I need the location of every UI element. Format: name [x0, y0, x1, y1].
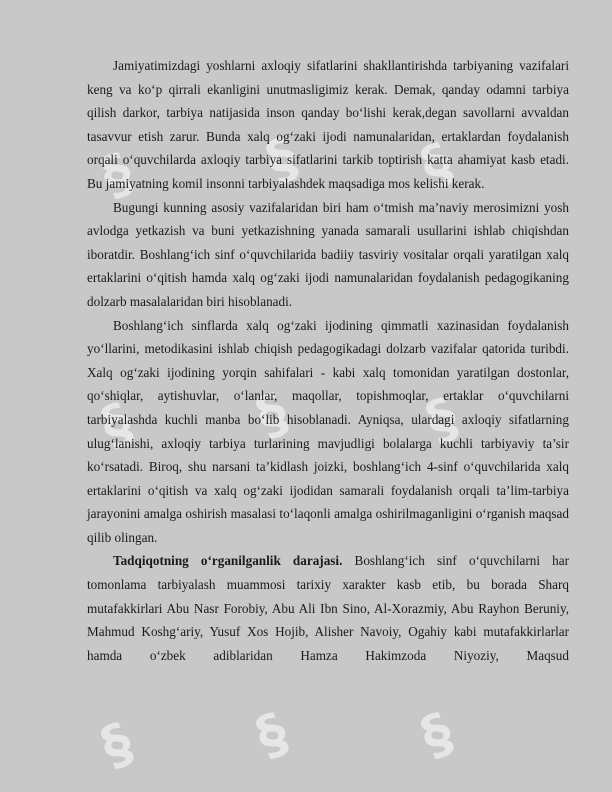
- paragraph-4-text: Boshlang‘ich sinf o‘quvchilarni har tomonlama tarbiyalash muammosi tarixiy xarakter kasb etib, bu borada Sharq mutafakkirlari Abu Nasr Forobiy, Abu Ali Ibn Sino, Al-Xorazmiy, Abu Rayhon Beruniy, Mahmud Koshg‘ariy, Yusuf Xos Hojib, Alisher Navoiy, Ogahiy kabi mutafakkirlarlar hamda o‘zbek adiblaridan Hamza Hakimzoda Niyoziy, Maqsud: [87, 553, 569, 663]
- watermark-icon: §: [412, 700, 462, 769]
- paragraph-2: Bugungi kunning asosiy vazifalaridan biri ham o‘tmish ma’naviy merosimizni yosh avlodga yetkazish va buni yetkazishning yanada samarali usullarini ishlab chiqishdan iboratdir. Boshlang‘ich sinf o‘quvchilarida badiiy tasviriy vositalar orqali yaratilgan xalq ertaklarini o‘qitish hamda xalq og‘zaki ijodi namunalaridan foydalanish pedagogikaning dolzarb masalalaridan biri hisoblanadi.: [87, 199, 569, 309]
- watermark-icon: §: [412, 130, 462, 199]
- watermark-icon: §: [257, 125, 307, 194]
- section-heading: Tadqiqotning o‘rganilganlik darajasi.: [113, 553, 343, 569]
- watermark-icon: §: [247, 700, 297, 769]
- watermark-icon: §: [92, 140, 142, 209]
- watermark-icon: §: [247, 380, 297, 449]
- watermark-icon: §: [92, 710, 142, 779]
- document-body: [87, 54, 569, 667]
- paragraph-4: [87, 549, 569, 667]
- watermark-icon: §: [417, 385, 467, 454]
- paragraph-1: Jamiyatimizdagi yoshlarni axloqiy sifatlarini shakllantirishda tarbiyaning vazifalari keng va ko‘p qirrali ekanligini unutmasligimiz kerak. Demak, qanday odamni tarbiya qilish darkor, tarbiya natijasida inson qanday bo‘lishi kerak,degan savollarni avvaldan tasavvur etish zarur. Bunda xalq og‘zaki ijodi namunalaridan, ertaklardan foydalanish orqali o‘quvchilarda axloqiy tarbiya sifatlarini tarkib toptirish katta ahamiyat kasb etadi. Bu jamiyatning komil insonni tarbiyalashdek maqsadiga mos kelishi kerak.: [87, 58, 569, 191]
- paragraph-3: Boshlang‘ich sinflarda xalq og‘zaki ijodining qimmatli xazinasidan foydalanish yo‘llarini, metodikasini ishlab chiqish pedagogikadagi dolzarb vazifalar qatorida turibdi. Xalq og‘zaki ijodining yorqin sahifalari - kabi xalq tomonidan yaratilgan dostonlar, qo‘shiqlar, aytishuvlar, o‘lanlar, maqollar, topishmoqlar, ertaklar o‘quvchilarni tarbiyalashda kuchli manba bo‘lib hisoblanadi. Ayniqsa, ulardagi axloqiy sifatlarning ulug‘lanishi, axloqiy tarbiya turlarining mavjudligi bolalarga kuchli tarbiyaviy ta’sir ko‘rsatadi. Biroq, shu narsani ta’kidlash joizki, boshlang‘ich 4-sinf o‘quvchilarida xalq ertaklarini o‘qitish va xalq og‘zaki ijodidan samarali foydalanish orqali ta’lim-tarbiya jarayonini amalga oshirish masalasi to‘laqonli amalga oshirilmaganligini o‘rganish maqsad qilib olingan.: [87, 317, 569, 545]
- watermark-icon: §: [92, 390, 142, 459]
